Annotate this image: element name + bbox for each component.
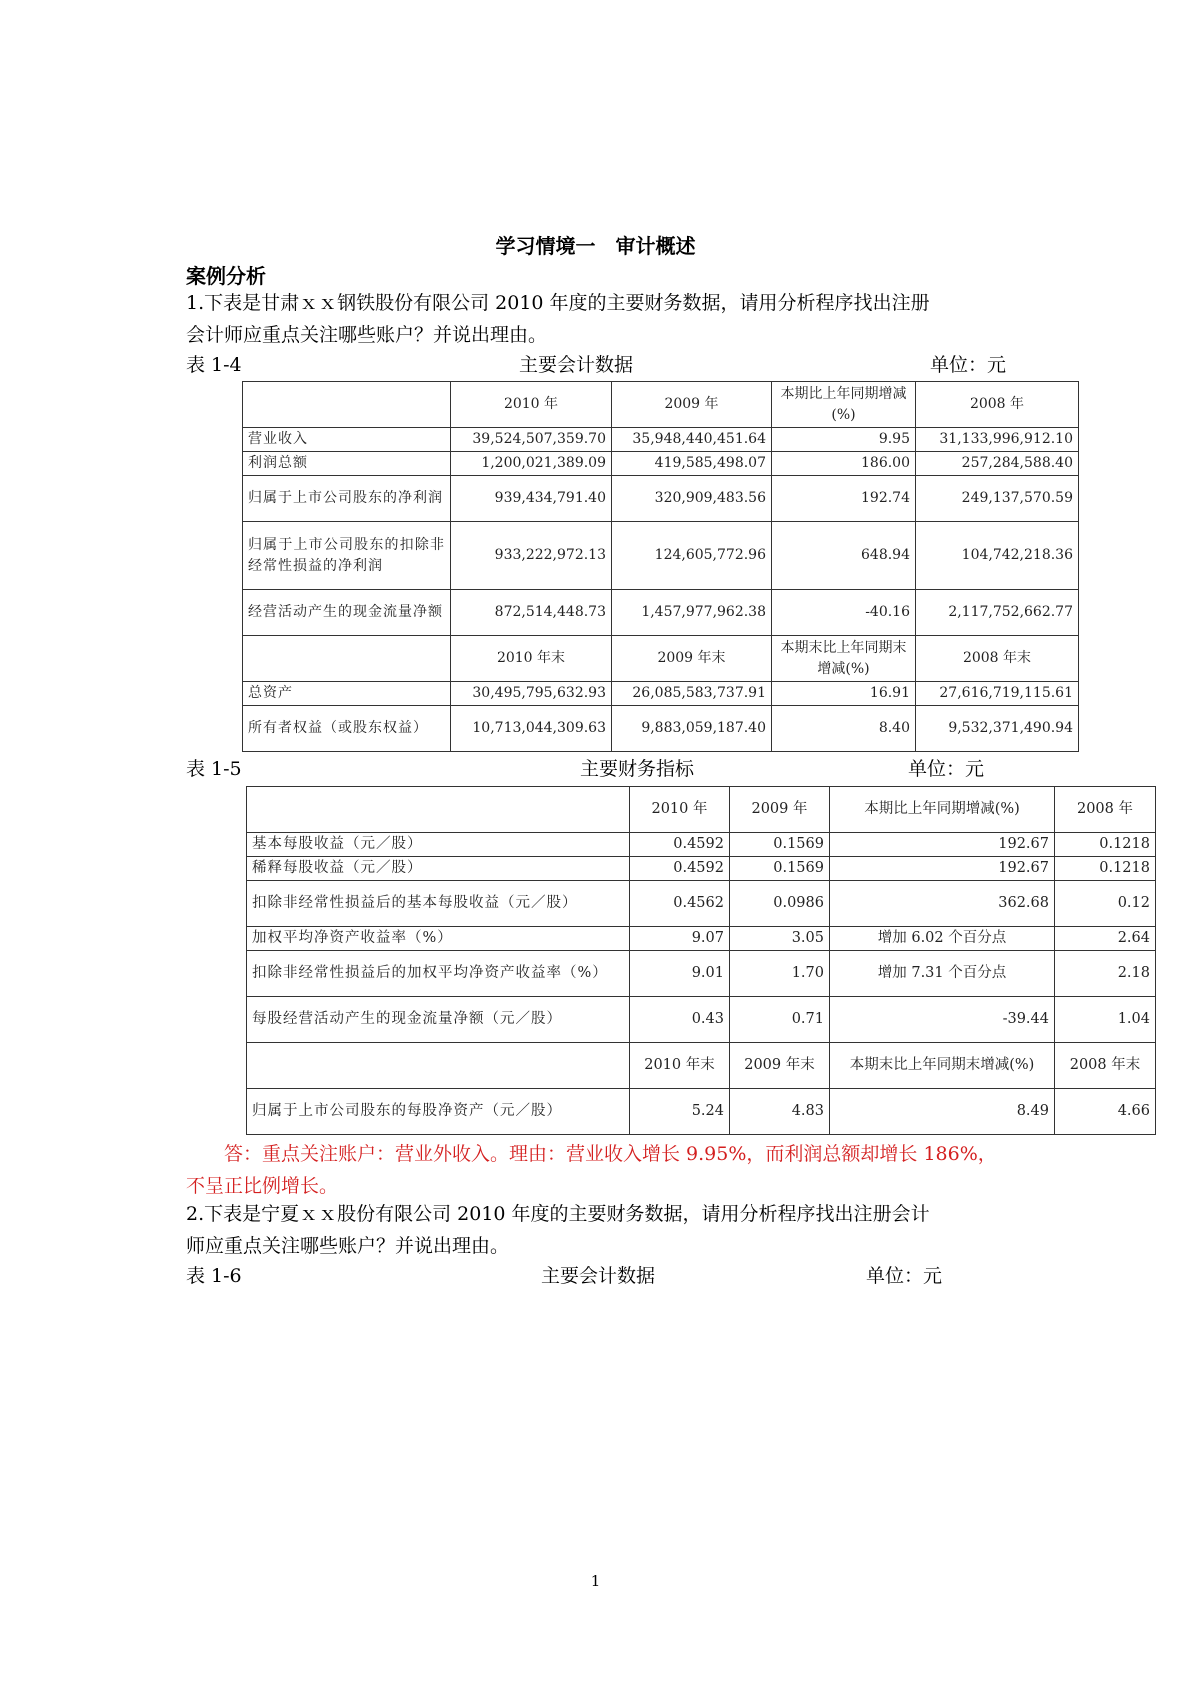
table-cell: 8.40 [772, 706, 916, 752]
section-heading: 案例分析 [186, 264, 266, 288]
table-cell: 939,434,791.40 [451, 476, 612, 522]
table-cell: 稀释每股收益（元／股） [247, 857, 630, 881]
answer-line-1: 答：重点关注账户：营业外收入。理由：营业收入增长 9.95%，而利润总额却增长 186%， [224, 1143, 997, 1165]
table-1-5 [246, 786, 1156, 1135]
table-cell: 扣除非经常性损益后的加权平均净资产收益率（%） [247, 951, 630, 997]
table-header-cell: 本期末比上年同期末增减(%) [772, 636, 916, 682]
table-cell: 0.1218 [1055, 857, 1156, 881]
table-cell: -39.44 [830, 997, 1055, 1043]
table-cell: 2.64 [1055, 927, 1156, 951]
table-row [243, 706, 1079, 752]
table-header-cell: 2009 年 [730, 787, 830, 833]
table-1-5-unit: 单位：元 [908, 758, 985, 780]
table-row [247, 951, 1156, 997]
table-cell: 16.91 [772, 682, 916, 706]
table-header-cell: 2009 年末 [730, 1043, 830, 1089]
table-cell: 648.94 [772, 522, 916, 590]
table-cell: 所有者权益（或股东权益） [243, 706, 451, 752]
question-2 [186, 1198, 1016, 1262]
table-1-6-label: 表 1-6 [186, 1265, 242, 1287]
page-title: 学习情境一 审计概述 [495, 234, 696, 258]
table-header-cell [243, 382, 451, 428]
table-header-row [243, 382, 1079, 428]
table-cell: 0.1218 [1055, 833, 1156, 857]
table-cell: 2,117,752,662.77 [916, 590, 1079, 636]
table-cell: 0.12 [1055, 881, 1156, 927]
table-cell: 扣除非经常性损益后的基本每股收益（元／股） [247, 881, 630, 927]
table-cell: 104,742,218.36 [916, 522, 1079, 590]
table-cell: 归属于上市公司股东的每股净资产（元／股） [247, 1089, 630, 1135]
table-header-row [243, 636, 1079, 682]
table-cell: 基本每股收益（元／股） [247, 833, 630, 857]
table-cell: 归属于上市公司股东的扣除非经常性损益的净利润 [243, 522, 451, 590]
table-row [243, 590, 1079, 636]
table-cell: 39,524,507,359.70 [451, 428, 612, 452]
table-row [243, 522, 1079, 590]
table-cell: 9,532,371,490.94 [916, 706, 1079, 752]
table-1-4-unit: 单位：元 [930, 354, 1007, 376]
table-cell: 利润总额 [243, 452, 451, 476]
question-1-line-2: 会计师应重点关注哪些账户？并说出理由。 [186, 324, 548, 346]
table-cell: 186.00 [772, 452, 916, 476]
table-cell: 总资产 [243, 682, 451, 706]
table-cell: 0.1569 [730, 857, 830, 881]
table-cell: 0.4592 [630, 833, 730, 857]
table-cell: 0.71 [730, 997, 830, 1043]
answer-line-2: 不呈正比例增长。 [186, 1175, 339, 1197]
table-row [247, 881, 1156, 927]
table-header-cell: 2010 年 [451, 382, 612, 428]
table-cell: 0.43 [630, 997, 730, 1043]
table-row [247, 833, 1156, 857]
table-cell: 35,948,440,451.64 [612, 428, 772, 452]
table-row [247, 927, 1156, 951]
table-cell: 2.18 [1055, 951, 1156, 997]
table-row [247, 857, 1156, 881]
table-cell: 归属于上市公司股东的净利润 [243, 476, 451, 522]
table-header-cell: 本期末比上年同期末增减(%) [830, 1043, 1055, 1089]
table-header-row [247, 787, 1156, 833]
table-cell: 1.04 [1055, 997, 1156, 1043]
table-cell: 0.0986 [730, 881, 830, 927]
table-cell: 增加 6.02 个百分点 [830, 927, 1055, 951]
table-cell: 872,514,448.73 [451, 590, 612, 636]
table-cell: 1,200,021,389.09 [451, 452, 612, 476]
table-cell: 9,883,059,187.40 [612, 706, 772, 752]
table-row [243, 476, 1079, 522]
table-cell: 0.4562 [630, 881, 730, 927]
table-cell: 经营活动产生的现金流量净额 [243, 590, 451, 636]
table-header-cell: 本期比上年同期增减(%) [772, 382, 916, 428]
table-cell: 30,495,795,632.93 [451, 682, 612, 706]
table-1-6-title: 主要会计数据 [541, 1265, 656, 1287]
table-header-cell: 2008 年 [1055, 787, 1156, 833]
table-cell: 0.4592 [630, 857, 730, 881]
table-cell: 4.83 [730, 1089, 830, 1135]
table-cell: 每股经营活动产生的现金流量净额（元／股） [247, 997, 630, 1043]
table-cell: 419,585,498.07 [612, 452, 772, 476]
table-header-cell: 2010 年末 [630, 1043, 730, 1089]
table-cell: 0.1569 [730, 833, 830, 857]
table-row [243, 428, 1079, 452]
table-1-4-title: 主要会计数据 [519, 354, 634, 376]
table-1-4-caption [186, 351, 1016, 379]
table-row [243, 682, 1079, 706]
table-cell: 362.68 [830, 881, 1055, 927]
table-1-5-caption [186, 755, 1016, 783]
question-1 [186, 287, 1016, 351]
question-2-line-2: 师应重点关注哪些账户？并说出理由。 [186, 1235, 510, 1257]
table-header-cell [247, 1043, 630, 1089]
table-cell: 10,713,044,309.63 [451, 706, 612, 752]
table-cell: 31,133,996,912.10 [916, 428, 1079, 452]
table-cell: 4.66 [1055, 1089, 1156, 1135]
question-1-line-1: 1.下表是甘肃ｘｘ钢铁股份有限公司 2010 年度的主要财务数据，请用分析程序找出注册 [186, 292, 930, 314]
table-cell: 9.95 [772, 428, 916, 452]
page-number: 1 [590, 1572, 601, 1590]
table-header-cell [247, 787, 630, 833]
table-cell: 9.07 [630, 927, 730, 951]
table-cell: 192.67 [830, 857, 1055, 881]
table-header-cell: 2010 年 [630, 787, 730, 833]
table-row [243, 452, 1079, 476]
table-cell: 1,457,977,962.38 [612, 590, 772, 636]
table-cell: 5.24 [630, 1089, 730, 1135]
table-cell: 192.74 [772, 476, 916, 522]
table-cell: -40.16 [772, 590, 916, 636]
table-cell: 192.67 [830, 833, 1055, 857]
table-cell: 124,605,772.96 [612, 522, 772, 590]
answer [186, 1138, 1016, 1202]
table-row [247, 997, 1156, 1043]
table-cell: 9.01 [630, 951, 730, 997]
table-cell: 加权平均净资产收益率（%） [247, 927, 630, 951]
table-cell: 3.05 [730, 927, 830, 951]
table-header-cell: 2008 年末 [1055, 1043, 1156, 1089]
table-cell: 27,616,719,115.61 [916, 682, 1079, 706]
table-cell: 26,085,583,737.91 [612, 682, 772, 706]
table-header-cell: 2008 年末 [916, 636, 1079, 682]
table-header-row [247, 1043, 1156, 1089]
table-1-5-label: 表 1-5 [186, 758, 242, 780]
table-cell: 257,284,588.40 [916, 452, 1079, 476]
table-1-4 [242, 381, 1079, 752]
table-row [247, 1089, 1156, 1135]
table-1-5-title: 主要财务指标 [580, 758, 695, 780]
table-header-cell: 2009 年末 [612, 636, 772, 682]
table-header-cell [243, 636, 451, 682]
question-2-line-1: 2.下表是宁夏ｘｘ股份有限公司 2010 年度的主要财务数据，请用分析程序找出注册会计 [186, 1203, 930, 1225]
table-1-6-unit: 单位：元 [866, 1265, 943, 1287]
table-cell: 320,909,483.56 [612, 476, 772, 522]
table-header-cell: 2010 年末 [451, 636, 612, 682]
table-cell: 933,222,972.13 [451, 522, 612, 590]
table-1-4-label: 表 1-4 [186, 354, 242, 376]
table-1-6-caption [186, 1262, 1016, 1290]
table-header-cell: 2008 年 [916, 382, 1079, 428]
table-cell: 增加 7.31 个百分点 [830, 951, 1055, 997]
table-cell: 1.70 [730, 951, 830, 997]
table-cell: 249,137,570.59 [916, 476, 1079, 522]
table-cell: 营业收入 [243, 428, 451, 452]
table-cell: 8.49 [830, 1089, 1055, 1135]
table-header-cell: 2009 年 [612, 382, 772, 428]
table-header-cell: 本期比上年同期增减(%) [830, 787, 1055, 833]
